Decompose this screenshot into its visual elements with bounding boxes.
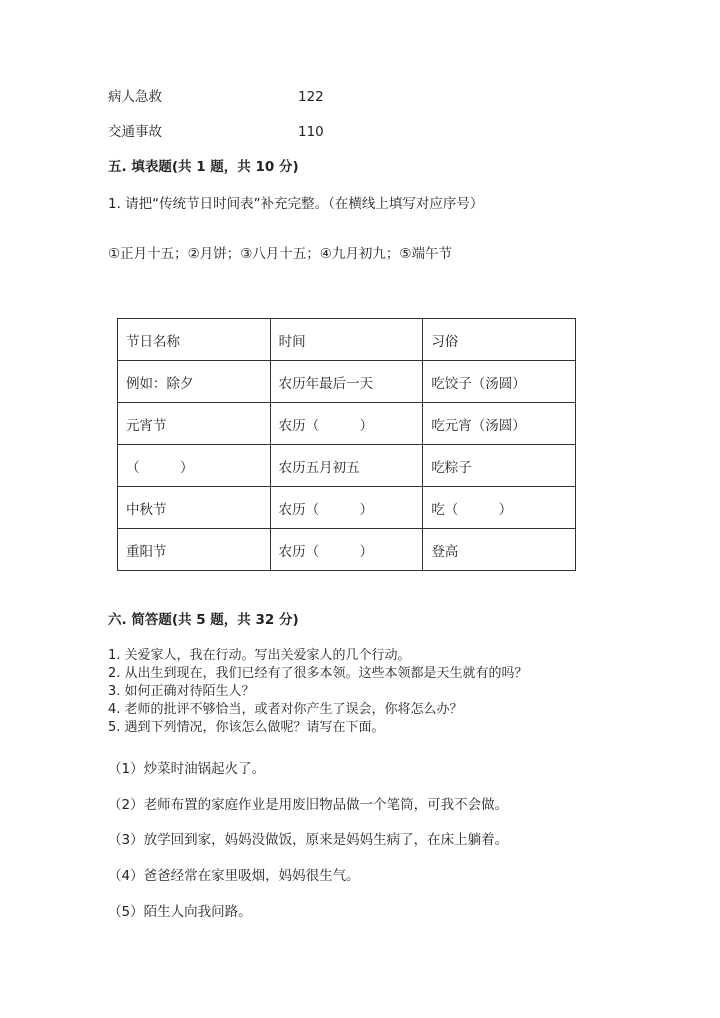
situation-item: （5）陌生人向我问路。 [108, 904, 252, 920]
pair-number-emergency: 122 [298, 89, 324, 105]
pair-label-emergency: 病人急救 [108, 89, 162, 105]
pair-label-traffic: 交通事故 [108, 124, 162, 140]
question-item: 4. 老师的批评不够恰当，或者对你产生了误会，你将怎么办？ [108, 702, 463, 717]
table-cell: 中秋节 [118, 487, 271, 529]
section5-heading: 五. 填表题(共 1 题，共 10 分) [108, 159, 299, 175]
table-row [118, 487, 576, 529]
question-item: 1. 关爱家人，我在行动。写出关爱家人的几个行动。 [108, 648, 411, 663]
table-header-cell: 节日名称 [118, 319, 271, 361]
question-item: 5. 遇到下列情况，你该怎么做呢？请写在下面。 [108, 720, 385, 735]
table-cell: 吃元宵（汤圆） [423, 403, 576, 445]
section6-question-list [108, 647, 528, 737]
table-cell: 登高 [423, 529, 576, 571]
situation-item: （1）炒菜时油锅起火了。 [108, 761, 266, 777]
section6-heading: 六. 简答题(共 5 题，共 32 分) [108, 612, 299, 628]
situation-item: （4）爸爸经常在家里吸烟，妈妈很生气。 [108, 868, 360, 884]
table-row [118, 361, 576, 403]
table-header-cell: 习俗 [423, 319, 576, 361]
question-item: 2. 从出生到现在，我们已经有了很多本领。这些本领都是天生就有的吗？ [108, 666, 528, 681]
table-cell: 吃粽子 [423, 445, 576, 487]
table-cell: 农历年最后一天 [270, 361, 423, 403]
table-cell: 吃饺子（汤圆） [423, 361, 576, 403]
table-header-row [118, 319, 576, 361]
table-header-cell: 时间 [270, 319, 423, 361]
table-cell: 重阳节 [118, 529, 271, 571]
question-item: 3. 如何正确对待陌生人？ [108, 684, 255, 699]
table-row [118, 529, 576, 571]
table-row [118, 403, 576, 445]
situation-item: （2）老师布置的家庭作业是用废旧物品做一个笔筒，可我不会做。 [108, 797, 509, 813]
section5-question: 1. 请把“传统节日时间表”补充完整。（在横线上填写对应序号） [108, 196, 484, 212]
table-cell: 农历（ ） [270, 403, 423, 445]
table-cell: 例如：除夕 [118, 361, 271, 403]
pair-number-traffic: 110 [298, 124, 324, 140]
table-cell: 农历（ ） [270, 487, 423, 529]
table-cell: 农历五月初五 [270, 445, 423, 487]
section5-options: ①正月十五；②月饼；③八月十五；④九月初九；⑤端午节 [108, 246, 453, 262]
table-cell: 农历（ ） [270, 529, 423, 571]
situation-item: （3）放学回到家，妈妈没做饭，原来是妈妈生病了，在床上躺着。 [108, 832, 509, 848]
table-cell: 元宵节 [118, 403, 271, 445]
table-row [118, 445, 576, 487]
table-cell: （ ） [118, 445, 271, 487]
table-cell: 吃（ ） [423, 487, 576, 529]
festival-table [117, 318, 576, 571]
